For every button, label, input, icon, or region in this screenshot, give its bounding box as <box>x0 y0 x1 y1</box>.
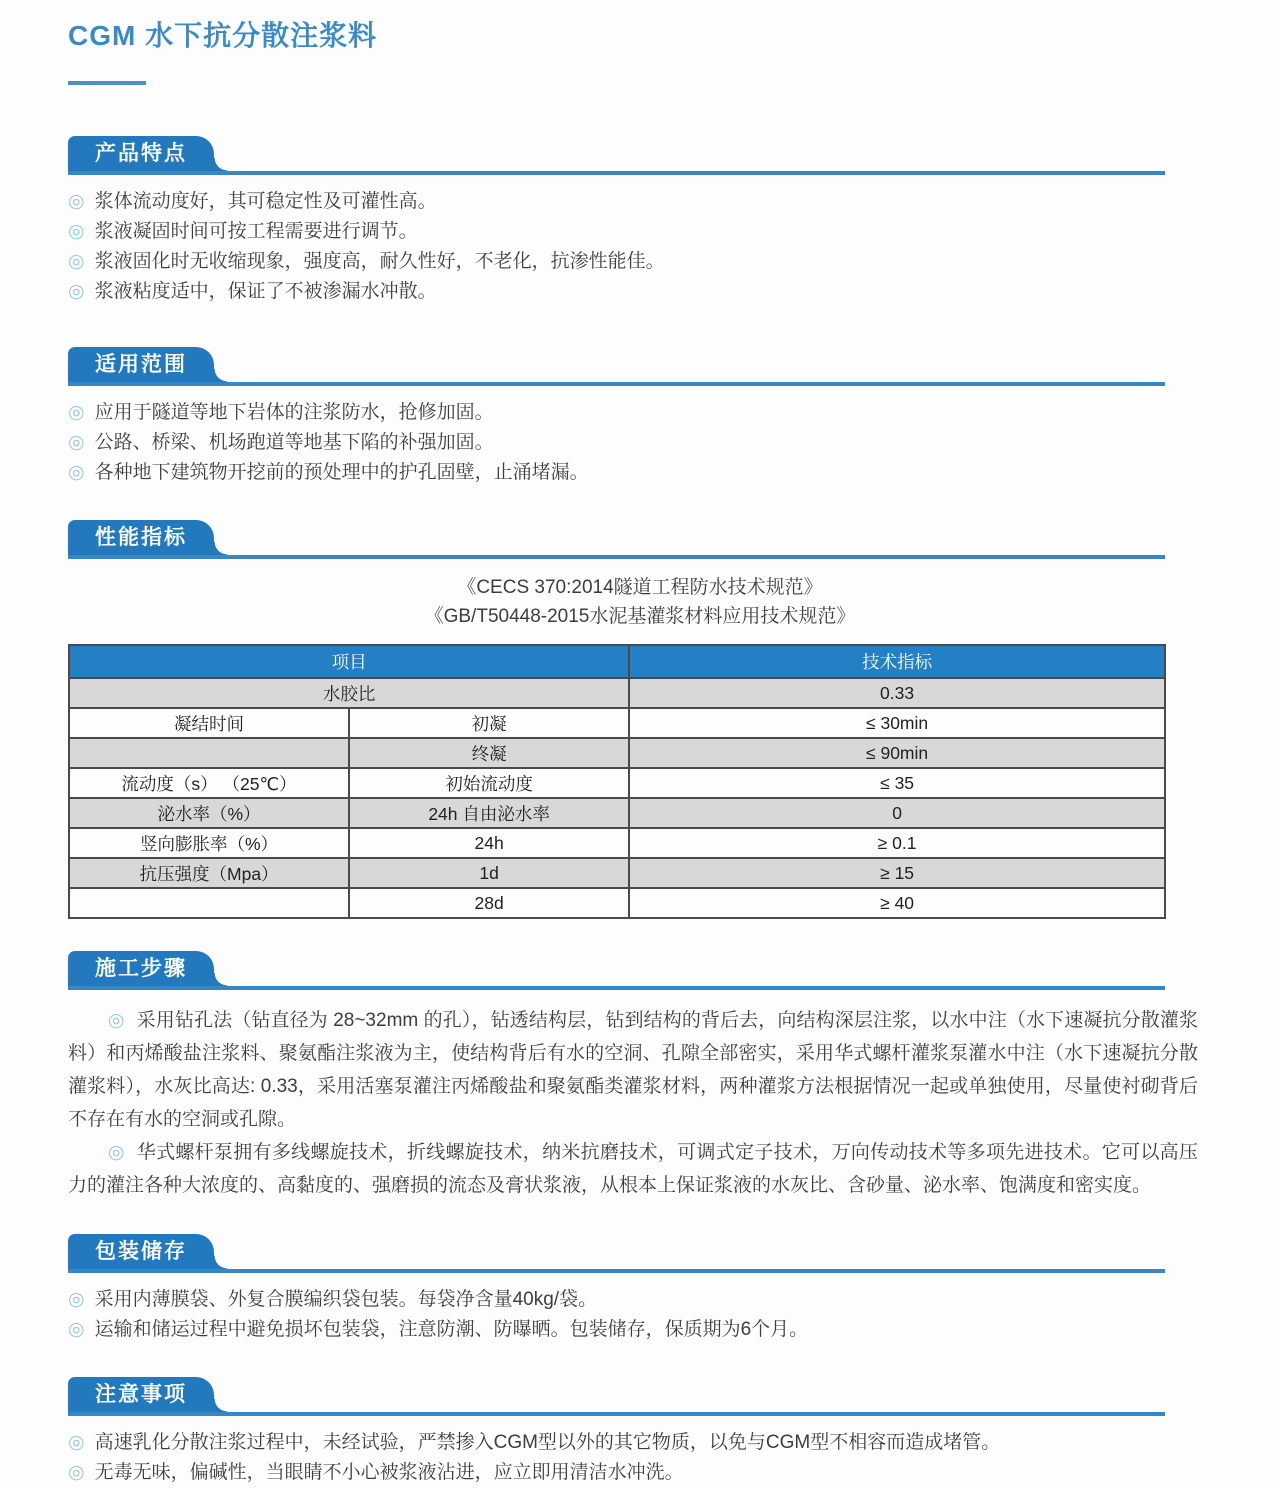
bullseye-bullet-icon: ◎ <box>68 462 85 483</box>
section-header-scope <box>68 347 1165 386</box>
bullseye-bullet-icon: ◎ <box>68 1289 85 1310</box>
table-cell: 水胶比 <box>69 678 629 708</box>
table-cell: ≥ 0.1 <box>629 828 1165 858</box>
bullseye-bullet-icon: ◎ <box>68 432 85 453</box>
construction-text: 华式螺杆泵拥有多线螺旋技术，折线螺旋技术，纳米抗磨技术，可调式定子技术，万向传动技术等多项先进技术。它可以高压力的灌注各种大浓度的、高黏度的、强磨损的流态及膏状浆液，从根本上保证浆液的水灰比、含砂量、泌水率、饱满度和密实度。 <box>68 1142 1198 1196</box>
table-cell: 泌水率（%） <box>69 798 349 828</box>
list-item <box>68 1428 1200 1458</box>
section-header-construction <box>68 951 1165 990</box>
table-cell <box>69 738 349 768</box>
standards-references <box>0 573 1280 631</box>
table-cell: ≥ 15 <box>629 858 1165 888</box>
list-item <box>68 247 1200 277</box>
construction-badge: 施工步骤 <box>68 951 214 986</box>
page-title: CGM 水下抗分散注浆料 <box>68 20 378 51</box>
feature-text: 浆液固化时无收缩现象，强度高，耐久性好，不老化，抗渗性能佳。 <box>94 251 665 272</box>
table-cell: 流动度（s） （25℃） <box>69 768 349 798</box>
title-underline <box>68 81 146 85</box>
feature-text: 浆体流动度好，其可稳定性及可灌性高。 <box>94 191 437 212</box>
scope-list <box>68 398 1200 488</box>
list-item <box>68 217 1200 247</box>
table-cell: 0 <box>629 798 1165 828</box>
packaging-text: 运输和储运过程中避免损坏包装袋，注意防潮、防曝晒。包装储存，保质期为6个月。 <box>94 1319 809 1340</box>
features-badge: 产品特点 <box>68 136 214 171</box>
table-cell: 终凝 <box>349 738 629 768</box>
table-row <box>69 708 1165 738</box>
feature-text: 浆液凝固时间可按工程需要进行调节。 <box>94 221 418 242</box>
packaging-list <box>68 1285 1200 1345</box>
performance-badge: 性能指标 <box>68 520 214 555</box>
table-cell: ≤ 90min <box>629 738 1165 768</box>
table-row <box>69 798 1165 828</box>
scope-text: 应用于隧道等地下岩体的注浆防水，抢修加固。 <box>94 402 494 423</box>
table-cell: 1d <box>349 858 629 888</box>
table-row <box>69 888 1165 918</box>
notes-badge: 注意事项 <box>68 1377 214 1412</box>
table-cell: 28d <box>349 888 629 918</box>
standard-reference: 《GB/T50448-2015水泥基灌浆材料应用技术规范》 <box>424 606 856 627</box>
table-cell: 抗压强度（Mpa） <box>69 858 349 888</box>
bullseye-bullet-icon: ◎ <box>68 1432 85 1453</box>
standard-reference: 《CECS 370:2014隧道工程防水技术规范》 <box>457 577 823 598</box>
list-item <box>68 458 1200 488</box>
table-cell: ≤ 35 <box>629 768 1165 798</box>
note-text: 无毒无味，偏碱性，当眼睛不小心被浆液沾进，应立即用清洁水冲洗。 <box>94 1462 684 1483</box>
bullseye-bullet-icon: ◎ <box>68 1462 85 1483</box>
table-cell: 初始流动度 <box>349 768 629 798</box>
packaging-text: 采用内薄膜袋、外复合膜编织袋包装。每袋净含量40kg/袋。 <box>94 1289 598 1310</box>
bullseye-bullet-icon: ◎ <box>68 281 85 302</box>
table-cell: ≥ 40 <box>629 888 1165 918</box>
scope-text: 各种地下建筑物开挖前的预处理中的护孔固壁，止涌堵漏。 <box>94 462 589 483</box>
construction-paragraphs <box>68 1004 1198 1202</box>
table-cell: ≤ 30min <box>629 708 1165 738</box>
table-cell: 竖向膨胀率（%） <box>69 828 349 858</box>
table-cell: 0.33 <box>629 678 1165 708</box>
table-row <box>69 858 1165 888</box>
list-item <box>68 1315 1200 1345</box>
section-header-performance <box>68 520 1165 559</box>
note-text: 高速乳化分散注浆过程中，未经试验，严禁掺入CGM型以外的其它物质，以免与CGM型不相容而造成堵管。 <box>94 1432 1001 1453</box>
table-cell: 24h 自由泌水率 <box>349 798 629 828</box>
table-header-item: 项目 <box>69 645 629 678</box>
section-header-notes <box>68 1377 1165 1416</box>
construction-text: 采用钻孔法（钻直径为 28~32mm 的孔），钻透结构层，钻到结构的背后去，向结构深层注浆，以水中注（水下速凝抗分散灌浆料）和丙烯酸盐注浆料、聚氨酯注浆液为主，使结构背后有水的空洞、孔隙全部密实，采用华式螺杆灌浆泵灌水中注（水下速凝抗分散灌浆料），水灰比高达: 0.33，采用活塞泵灌注丙烯酸盐和聚氨酯类灌浆材料，两种灌浆方法根据情况一起或单独使用，尽量使衬砌背后不存在有水的空洞或孔隙。 <box>68 1010 1198 1130</box>
bullseye-bullet-icon: ◎ <box>68 402 85 423</box>
table-cell <box>69 888 349 918</box>
list-item <box>68 398 1200 428</box>
bullseye-bullet-icon: ◎ <box>68 191 85 212</box>
packaging-badge: 包装储存 <box>68 1234 214 1269</box>
bullseye-bullet-icon: ◎ <box>107 1010 125 1031</box>
bullseye-bullet-icon: ◎ <box>107 1142 125 1163</box>
list-item <box>68 1285 1200 1315</box>
construction-paragraph <box>68 1136 1198 1202</box>
performance-table <box>68 644 1166 919</box>
table-header-row <box>69 645 1165 678</box>
bullseye-bullet-icon: ◎ <box>68 1319 85 1340</box>
scope-text: 公路、桥梁、机场跑道等地基下陷的补强加固。 <box>94 432 494 453</box>
construction-paragraph <box>68 1004 1198 1136</box>
table-cell: 初凝 <box>349 708 629 738</box>
notes-list <box>68 1428 1200 1488</box>
list-item <box>68 187 1200 217</box>
table-header-indicator: 技术指标 <box>629 645 1165 678</box>
table-row <box>69 768 1165 798</box>
table-row <box>69 678 1165 708</box>
section-header-features <box>68 136 1165 175</box>
features-list <box>68 187 1200 307</box>
table-cell: 凝结时间 <box>69 708 349 738</box>
table-row <box>69 738 1165 768</box>
list-item <box>68 277 1200 307</box>
list-item <box>68 1458 1200 1488</box>
feature-text: 浆液粘度适中，保证了不被渗漏水冲散。 <box>94 281 437 302</box>
section-header-packaging <box>68 1234 1165 1273</box>
scope-badge: 适用范围 <box>68 347 214 382</box>
table-row <box>69 828 1165 858</box>
bullseye-bullet-icon: ◎ <box>68 221 85 242</box>
list-item <box>68 428 1200 458</box>
bullseye-bullet-icon: ◎ <box>68 251 85 272</box>
table-cell: 24h <box>349 828 629 858</box>
